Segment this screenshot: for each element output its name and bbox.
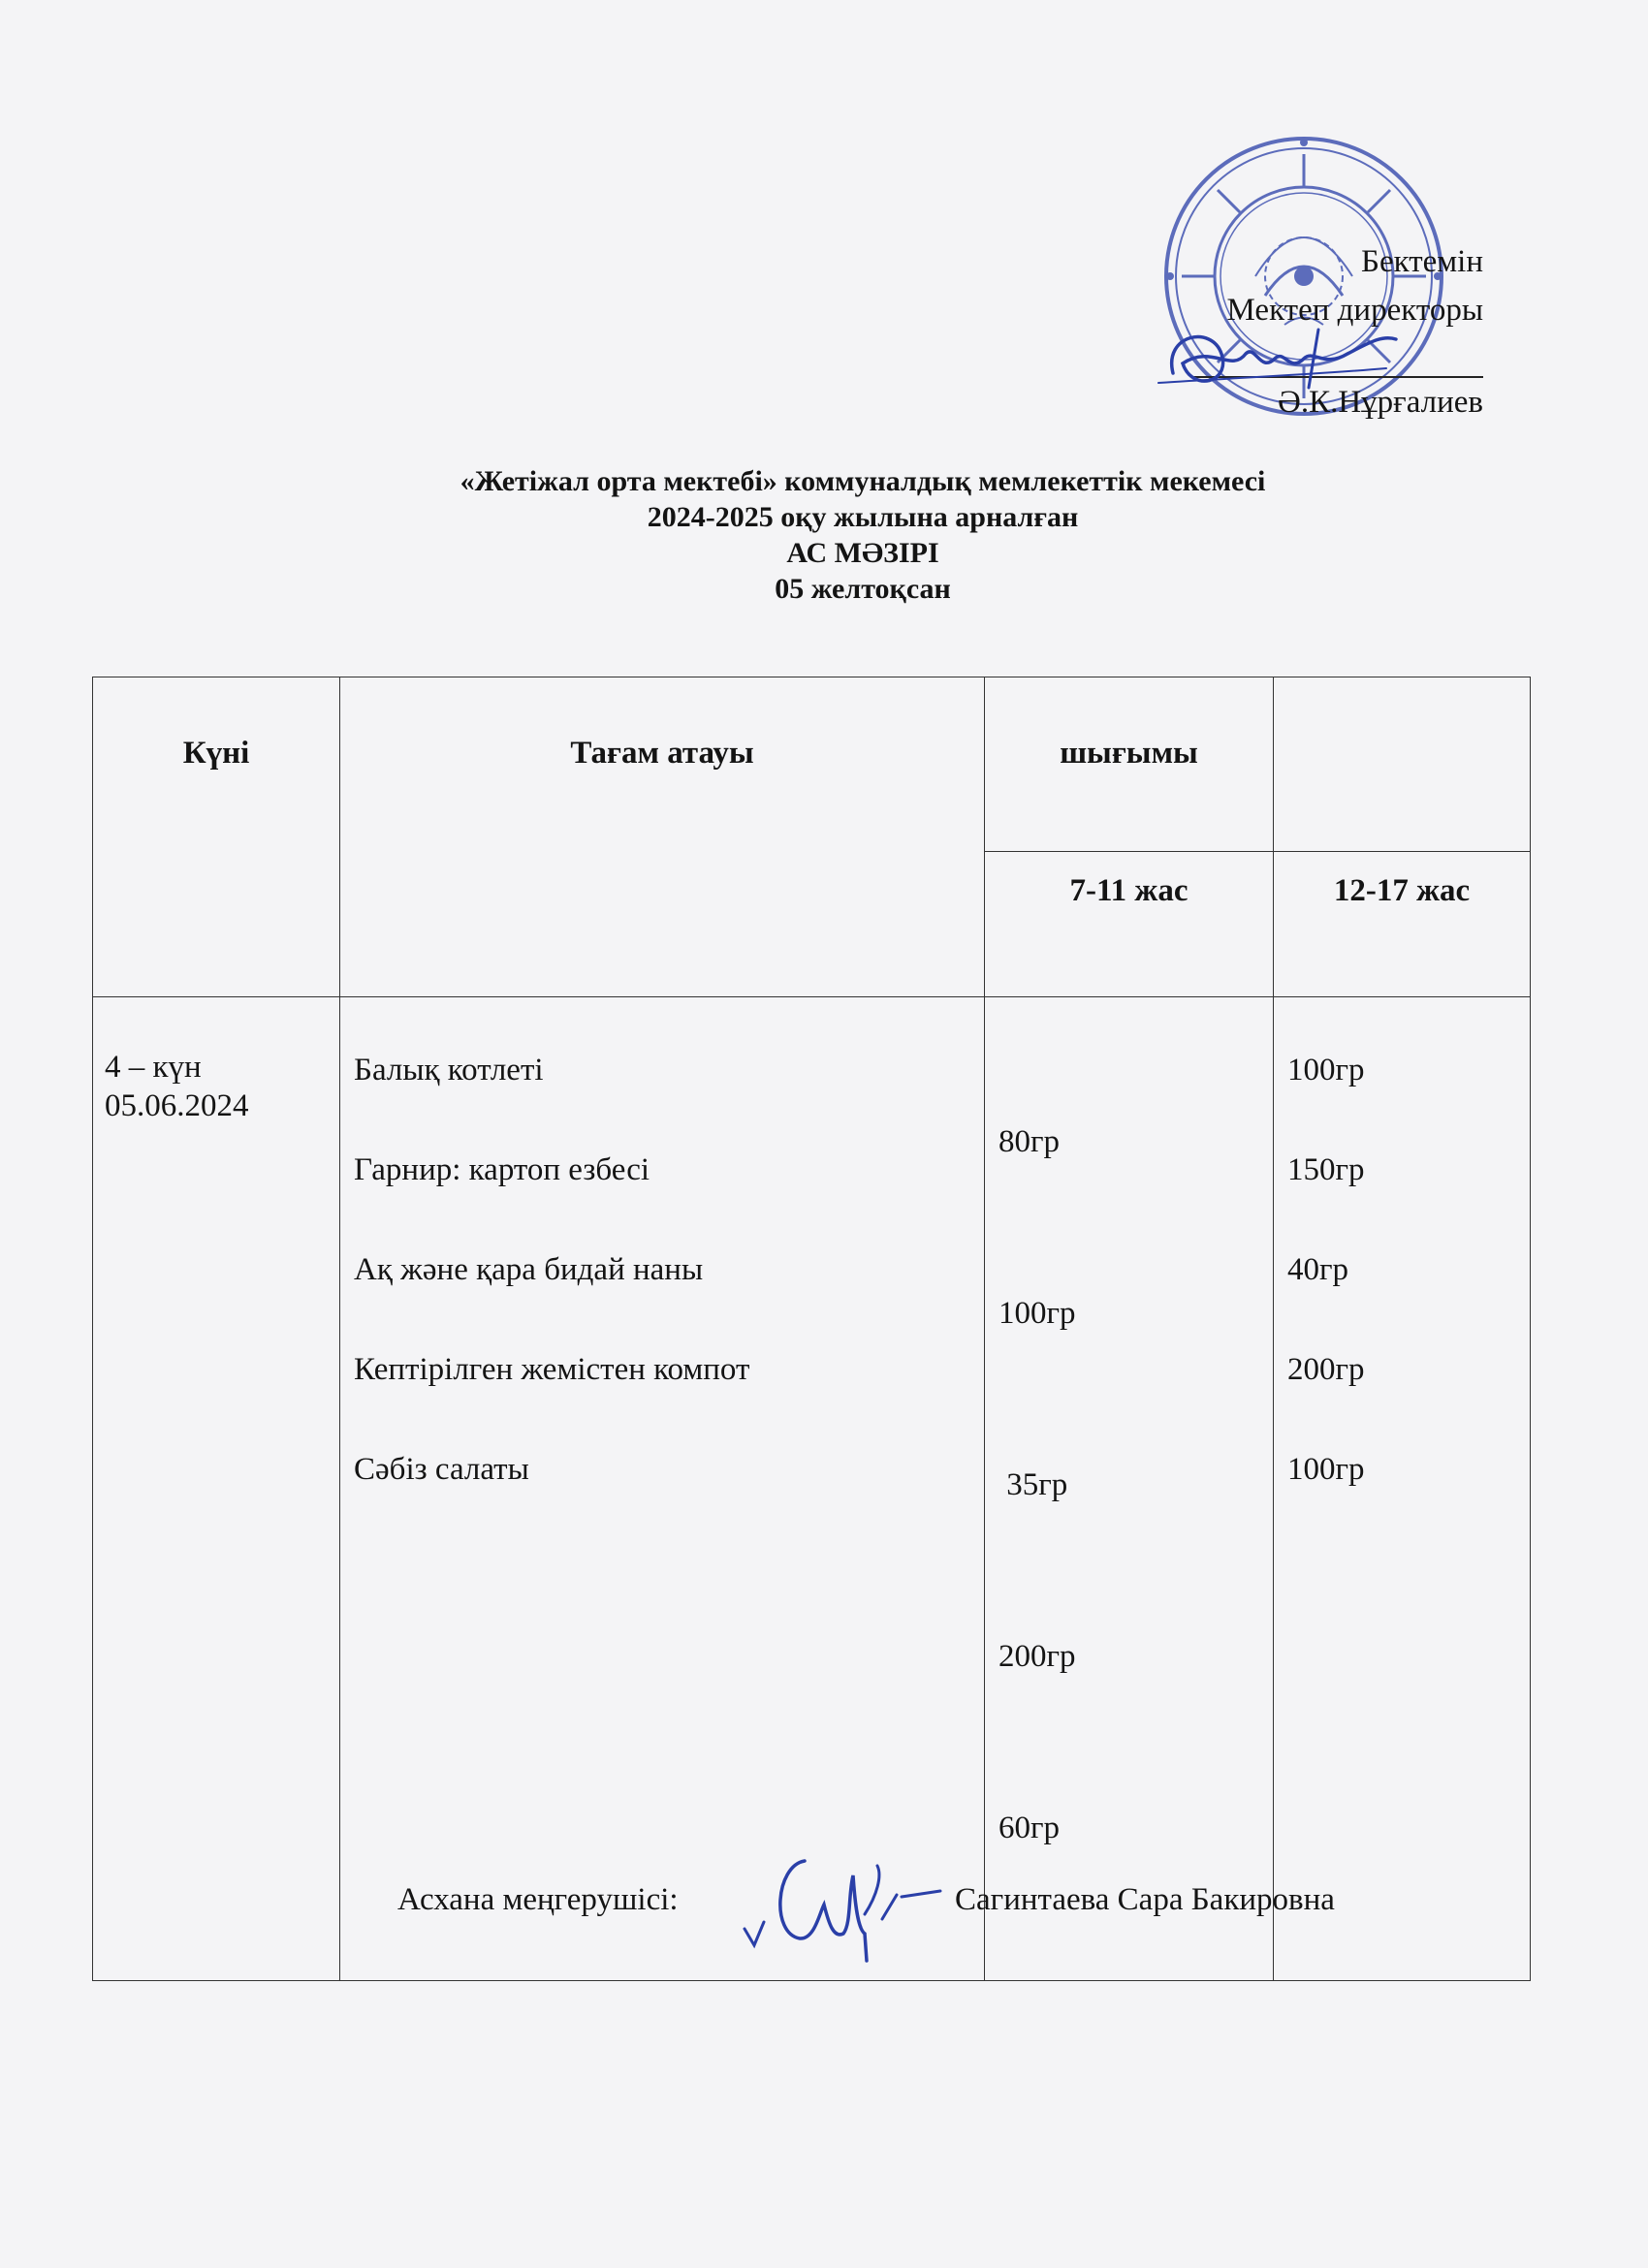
title-date: 05 желтоқсан (775, 573, 951, 605)
header-dish: Тағам атауы (340, 677, 985, 997)
list-item: 200гр (1287, 1352, 1365, 1387)
dish-list (340, 997, 985, 1981)
list-item: 100гр (998, 1296, 1076, 1331)
list-item: 80гр (998, 1124, 1061, 1159)
list-item: 60гр (998, 1811, 1061, 1845)
portion-7-11-list (985, 997, 1274, 1981)
list-item: Кептірілген жемістен компот (354, 1352, 750, 1387)
header-age-12-17: 12-17 жас (1274, 852, 1531, 997)
footer-signature-block (397, 1880, 1464, 1958)
title-school-year: 2024-2025 оқу жылына арналған (647, 501, 1079, 533)
day-date: 05.06.2024 (105, 1088, 249, 1123)
list-item: Балық котлеті (354, 1053, 544, 1087)
cook-name: Сагинтаева Сара Бакировна (955, 1882, 1335, 1917)
document-title (0, 463, 1648, 607)
list-item: 150гр (1287, 1152, 1365, 1187)
list-item: Сәбіз салаты (354, 1452, 529, 1487)
header-age-7-11: 7-11 жас (985, 852, 1274, 997)
director-name: Ә.К.Нұрғалиев (1277, 385, 1483, 420)
title-menu: АС МӘЗІРІ (786, 537, 939, 569)
list-item: 40гр (1287, 1252, 1349, 1287)
list-item: 100гр (1287, 1053, 1365, 1087)
approval-block (1115, 237, 1483, 431)
day-cell (93, 997, 340, 1981)
cook-label: Асхана меңгерушісі: (397, 1882, 679, 1917)
menu-table (92, 677, 1531, 1981)
list-item: Гарнир: картоп езбесі (354, 1152, 650, 1187)
list-item: 200гр (998, 1639, 1076, 1674)
list-item: Ақ және қара бидай наны (354, 1252, 704, 1287)
approve-word: Бектемін (1361, 244, 1483, 279)
list-item: 35гр (998, 1467, 1068, 1502)
title-school-name: «Жетіжал орта мектебі» коммуналдық мемлекеттік мекемесі (460, 465, 1266, 497)
director-role: Мектеп директоры (1226, 293, 1483, 328)
day-label: 4 – күн (105, 1050, 202, 1085)
header-empty-cell (1274, 677, 1531, 852)
list-item: 100гр (1287, 1452, 1365, 1487)
header-day: Күні (93, 677, 340, 997)
cook-signature-icon (737, 1837, 950, 1963)
portion-12-17-list (1274, 997, 1531, 1981)
header-portion: шығымы (985, 677, 1274, 852)
